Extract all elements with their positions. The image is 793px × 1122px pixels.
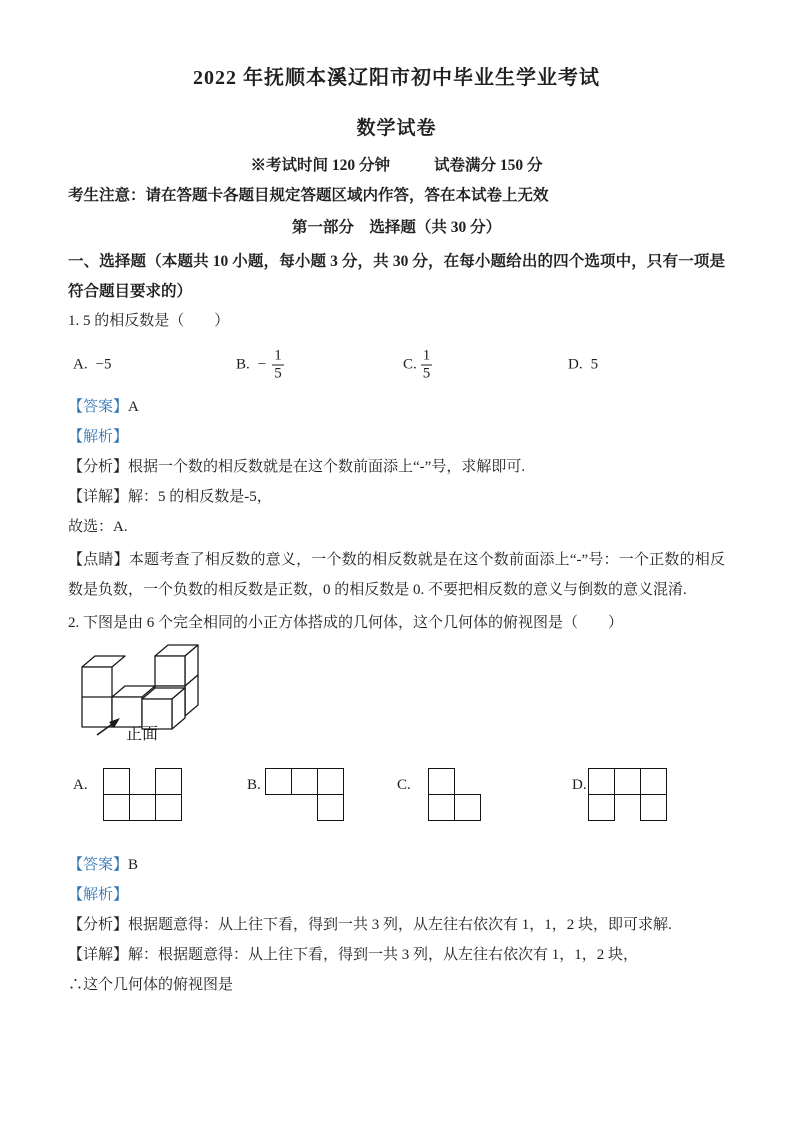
q2-options-row <box>68 761 725 827</box>
cube-top-right-frontface <box>155 656 185 686</box>
q1-options-row <box>68 339 725 391</box>
exam-full-score: 试卷满分 150 分 <box>434 157 543 174</box>
front-label: 正面 <box>126 726 159 743</box>
q1-option-d-label: D. <box>568 356 583 373</box>
grid-cell <box>640 768 667 795</box>
grid-cell <box>428 794 455 821</box>
q1-guxuan: 故选：A. <box>68 519 128 535</box>
q2-answer-line <box>68 853 725 877</box>
q1-option-a-value: −5 <box>95 356 112 373</box>
q2-option-b-label: B. <box>247 777 261 793</box>
grid-cell <box>103 768 130 795</box>
q1-option-c <box>403 348 432 383</box>
q1-option-b-numerator: 1 <box>274 347 282 364</box>
answer-label: 【答案】 <box>68 857 129 873</box>
q2-option-b-grid <box>265 768 344 821</box>
page-title: 2022 年抚顺本溪辽阳市初中毕业生学业考试 <box>193 67 600 89</box>
q1-option-b-fraction <box>272 348 284 383</box>
analysis-label: 【解析】 <box>68 429 129 445</box>
q2-option-c-grid <box>428 768 481 821</box>
front-cube-frontface <box>142 699 172 729</box>
grid-cell <box>129 794 156 821</box>
grid-cell <box>103 794 130 821</box>
candidate-notice: 考生注意：请在答题卡各题目规定答题区域内作答，答在本试卷上无效 <box>68 187 549 204</box>
q2-option-c-label: C. <box>397 777 411 793</box>
q1-option-b-label: B. <box>236 356 250 373</box>
q1-option-a <box>73 357 112 374</box>
grid-cell <box>588 794 615 821</box>
q1-option-c-denominator: 5 <box>422 365 431 382</box>
section-intro: 一、选择题（本题共 10 小题，每小题 3 分，共 30 分，在每小题给出的四个选项中，只有一项是符合题目要求的） <box>68 253 725 300</box>
grid-cell <box>588 768 615 795</box>
grid-cell <box>640 794 667 821</box>
q1-option-b-minus: − <box>257 356 267 373</box>
q1-option-d <box>568 357 598 374</box>
answer-label: 【答案】 <box>68 399 129 415</box>
q2-xiangjie: 【详解】解：根据题意得：从上往下看，得到一共 3 列，从左往右依次有 1，1，2 块， <box>68 947 639 963</box>
q2-fenxi: 【分析】根据题意得：从上往下看，得到一共 3 列，从左往右依次有 1，1，2 块，即可求解. <box>68 917 672 933</box>
q1-dianjing: 【点睛】本题考查了相反数的意义，一个数的相反数就是在这个数前面添上“-”号：一个正数的相反数是负数，一个负数的相反数是正数，0 的相反数是 0. 不要把相反数的意义与倒数的意义混淆. <box>68 552 725 598</box>
q1-xiangjie: 【详解】解：5 的相反数是-5， <box>68 489 272 505</box>
q1-answer-value: A <box>128 399 139 415</box>
grid-cell <box>155 794 182 821</box>
grid-cell <box>317 768 344 795</box>
q1-option-c-label: C. <box>403 356 417 373</box>
q2-option-d-grid <box>588 768 667 821</box>
q1-option-c-numerator: 1 <box>422 347 431 364</box>
left-block-topface <box>82 656 125 667</box>
exam-info-line <box>68 154 725 178</box>
q1-stem: 1. 5 的相反数是（ ） <box>68 313 230 329</box>
q2-stem: 2. 下图是由 6 个完全相同的小正方体搭成的几何体，这个几何体的俯视图是（ ） <box>68 615 624 631</box>
part-heading: 第一部分 选择题（共 30 分） <box>291 219 502 236</box>
q1-answer-line <box>68 395 725 419</box>
grid-cell <box>155 768 182 795</box>
exam-time: ※考试时间 120 分钟 <box>250 157 390 174</box>
q1-option-b-denominator: 5 <box>274 365 282 382</box>
page-subtitle: 数学试卷 <box>356 118 437 139</box>
q1-option-b <box>236 348 284 383</box>
grid-cell <box>291 768 318 795</box>
q1-option-d-value: 5 <box>590 356 599 373</box>
q1-analysis-label-line <box>68 425 725 449</box>
q1-option-a-label: A. <box>73 356 88 373</box>
q2-analysis-label-line <box>68 883 725 907</box>
q2-option-d-label: D. <box>572 777 587 793</box>
grid-cell <box>317 794 344 821</box>
q2-option-a-label: A. <box>73 777 88 793</box>
grid-cell <box>428 768 455 795</box>
q2-answer-value: B <box>128 857 139 873</box>
grid-cell <box>265 768 292 795</box>
q1-option-c-fraction <box>421 348 433 383</box>
q1-fenxi: 【分析】根据一个数的相反数就是在这个数前面添上“-”号，求解即可. <box>68 459 526 475</box>
analysis-label: 【解析】 <box>68 887 129 903</box>
grid-cell <box>454 794 481 821</box>
grid-cell <box>614 768 641 795</box>
q2-conclusion: ∴这个几何体的俯视图是 <box>68 977 234 993</box>
q2-cube-figure <box>74 641 254 743</box>
q2-option-a-grid <box>103 768 182 821</box>
